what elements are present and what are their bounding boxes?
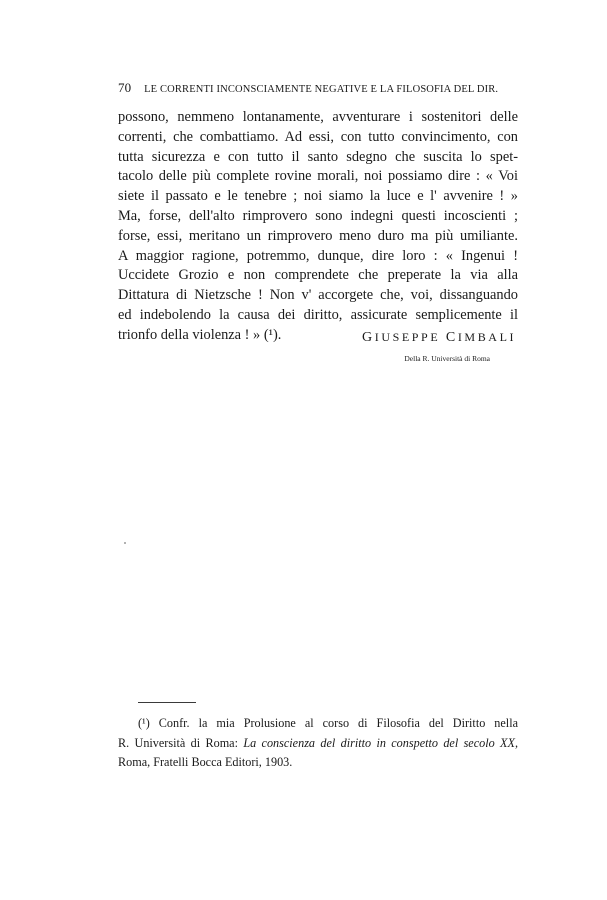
text-line: Ma, forse, dell'alto rimprovero sono indegni questi incoscienti ; [118,207,518,224]
text-line: possono, nemmeno lontanamente, avventurare i sostenitori delle [118,109,518,125]
author-affiliation: Della R. Università di Roma [404,354,490,363]
text-line: correnti, che combattiamo. Ad essi, con tutto convincimento, con [118,128,518,145]
running-title: LE CORRENTI INCONSCIAMENTE NEGATIVE E LA FILOSOFIA DEL DIR. [144,84,499,95]
footnote-separator [138,702,196,703]
author-signature [362,330,517,363]
author-last-initial: C [445,330,458,345]
text-line: Uccidete Grozio e non comprendete che preperate la via alla [118,267,518,284]
footnote-title-italic: La conscienza del diritto in conspetto del secolo XX, [243,735,518,750]
footnote-line: Roma, Fratelli Bocca Editori, 1903. [118,755,293,769]
footnote-line [118,734,518,754]
text-line: trionfo della violenza ! » (¹). [118,326,282,343]
text-line: forse, essi, meritano un rimprovero meno duro ma più umiliante. [118,227,518,244]
text-line: Dittatura di Nietzsche ! Non v' accorgete che, voi, dissanguando [118,287,518,304]
footnote [118,714,518,773]
text-line: A maggior ragione, potremmo, dunque, dire loro : « Ingenui ! [118,247,518,264]
text-line: ed indebolendo la causa dei diritto, assicurate semplicemente il [118,306,518,323]
text-line: tacolo delle più complete rovine morali, noi possiamo dire : « Voi [118,168,518,185]
author-first-rest: IUSEPPE [374,330,441,344]
page-number: 70 [118,80,132,95]
text-line: tutta sicurezza e con tutto il santo sdegno che suscita lo spet- [118,148,518,165]
footnote-line: (¹) Confr. la mia Prolusione al corso di Filosofia del Diritto nella [138,716,518,730]
author-last-rest: IMBALI [457,330,517,344]
paper-speck [124,542,126,544]
footnote-text: R. Università di Roma: [118,735,244,750]
running-header [118,80,518,96]
text-line: siete il passato e le tenebre ; noi siamo la luce e l' avvenire ! » [118,188,518,205]
author-first-initial: G [362,330,375,345]
body-paragraph [118,108,518,346]
author-name [362,330,517,346]
